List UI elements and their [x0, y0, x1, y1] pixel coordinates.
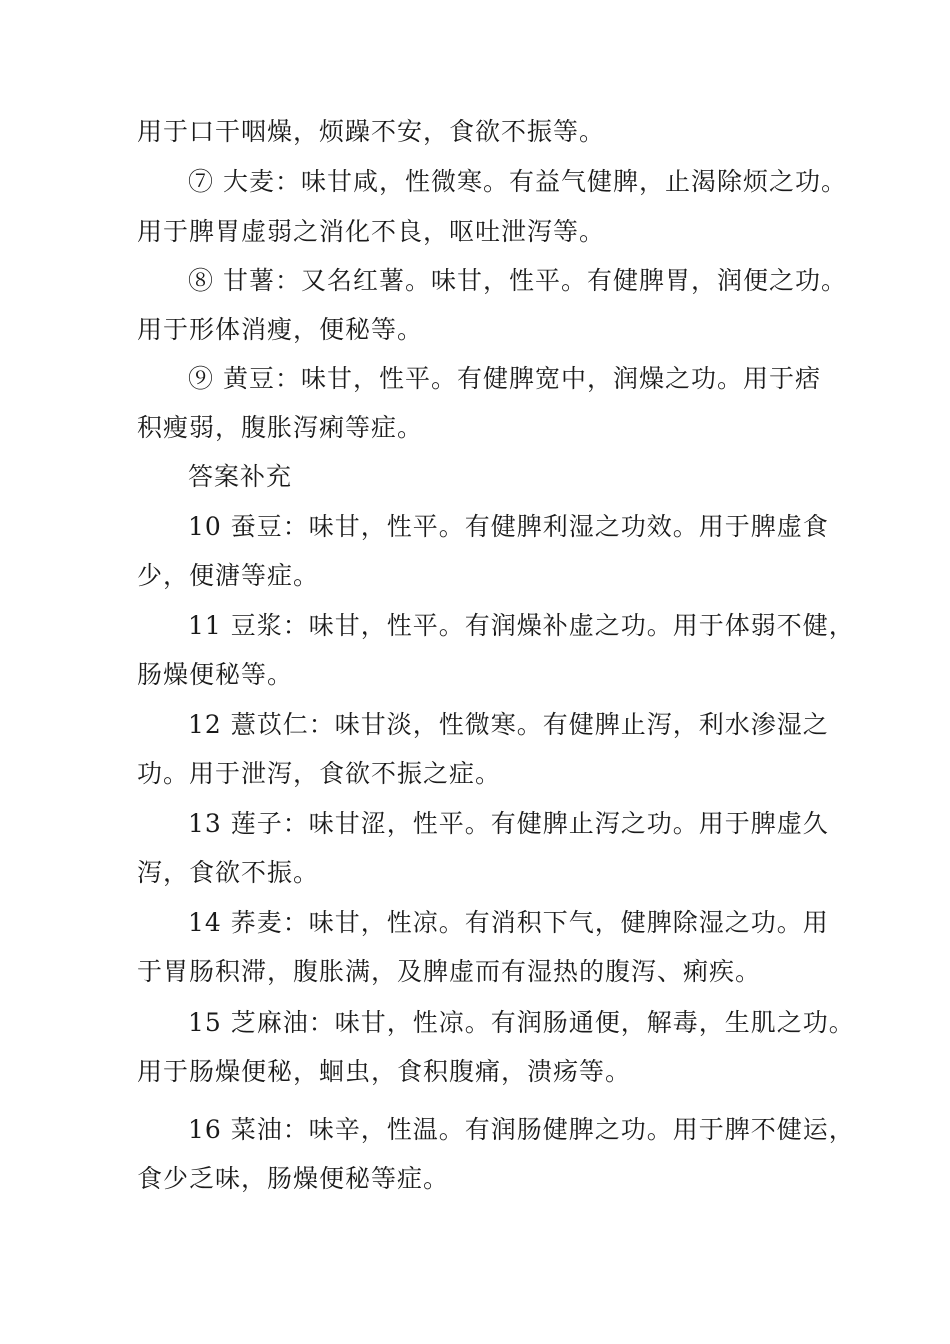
- text-line: 用于肠燥便秘，蛔虫，食积腹痛，溃疡等。: [137, 1057, 632, 1086]
- paragraph-first-line: ⑧ 甘薯：又名红薯。味甘，性平。有健脾胃，润便之功。: [188, 266, 847, 295]
- paragraph-first-line: 14 荞麦：味甘，性凉。有消积下气，健脾除湿之功。用: [188, 908, 829, 937]
- text-line: 于胃肠积滞，腹胀满，及脾虚而有湿热的腹泻、痢疾。: [137, 957, 762, 986]
- paragraph-first-line: 13 莲子：味甘涩，性平。有健脾止泻之功。用于脾虚久: [188, 809, 829, 838]
- text-line: 用于形体消瘦，便秘等。: [137, 315, 424, 344]
- text-line: 肠燥便秘等。: [137, 660, 294, 689]
- paragraph-first-line: 10 蚕豆：味甘，性平。有健脾利湿之功效。用于脾虚食: [188, 512, 829, 541]
- text-line: 功。用于泄泻，食欲不振之症。: [137, 759, 502, 788]
- text-line: 食少乏味，肠燥便秘等症。: [137, 1164, 450, 1193]
- text-line: 少，便溏等症。: [137, 561, 320, 590]
- paragraph-first-line: 15 芝麻油：味甘，性凉。有润肠通便，解毒，生肌之功。: [188, 1008, 855, 1037]
- text-line: 积瘦弱，腹胀泻痢等症。: [137, 413, 424, 442]
- paragraph-first-line: 12 薏苡仁：味甘淡，性微寒。有健脾止泻，利水渗湿之: [188, 710, 829, 739]
- text-line: 泻，食欲不振。: [137, 858, 320, 887]
- text-line: 用于口干咽燥，烦躁不安，食欲不振等。: [137, 117, 606, 146]
- section-heading: 答案补充: [188, 462, 293, 491]
- paragraph-first-line: ⑨ 黄豆：味甘，性平。有健脾宽中，润燥之功。用于痞: [188, 364, 821, 393]
- text-line: 用于脾胃虚弱之消化不良，呕吐泄泻等。: [137, 217, 606, 246]
- paragraph-first-line: 16 菜油：味辛，性温。有润肠健脾之功。用于脾不健运，: [188, 1115, 855, 1144]
- paragraph-first-line: ⑦ 大麦：味甘咸，性微寒。有益气健脾，止渴除烦之功。: [188, 167, 847, 196]
- paragraph-first-line: 11 豆浆：味甘，性平。有润燥补虚之功。用于体弱不健，: [188, 611, 855, 640]
